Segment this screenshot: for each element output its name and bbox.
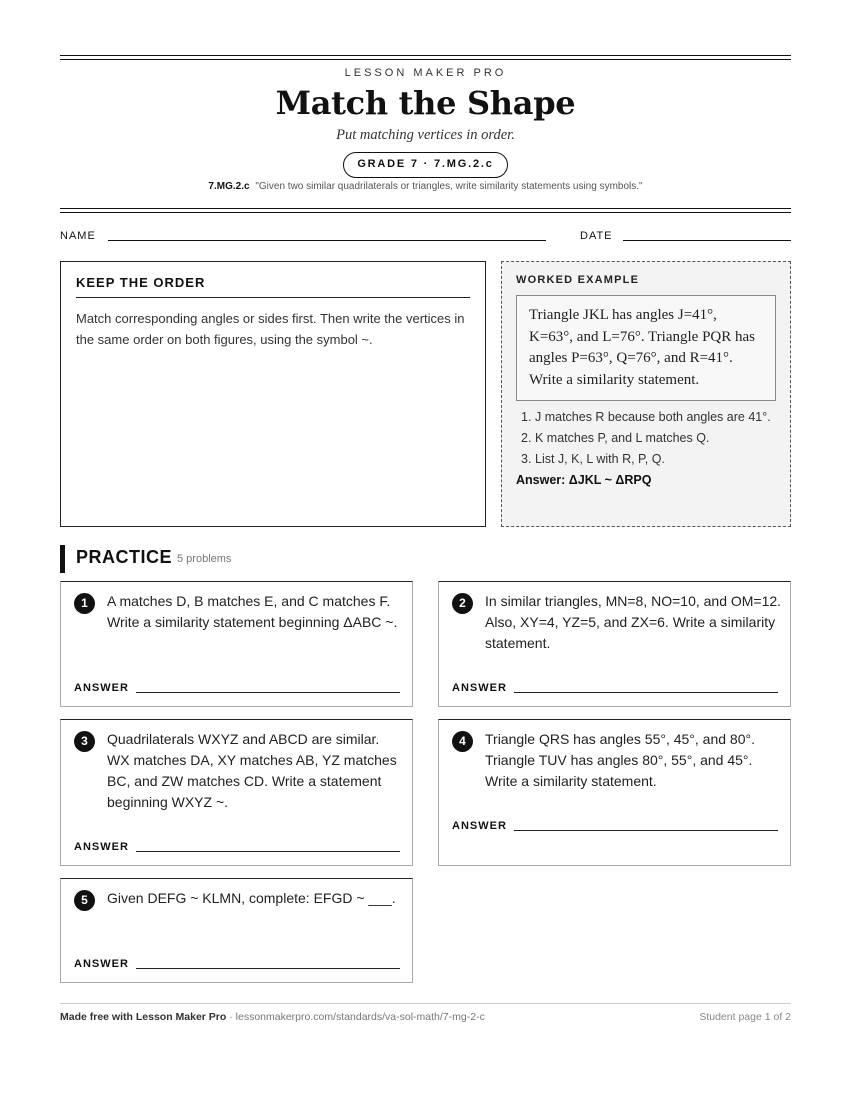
problem-text: Quadrilaterals WXYZ and ABCD are similar. WX matches DA, XY matches AB, YZ matches BC, and ZW matches CD. Write a statement beginning WXYZ ~.	[107, 731, 397, 810]
practice-count: 5 problems	[177, 553, 232, 565]
name-label: NAME	[60, 230, 96, 242]
practice-problem-card	[60, 878, 413, 983]
worked-example-answer: Answer: ΔJKL ~ ΔRPQ	[516, 473, 652, 487]
practice-accent-bar	[60, 545, 65, 573]
keep-the-order-body: Match corresponding angles or sides first. Then write the vertices in the same order on both figures, using the symbol ~.	[76, 311, 465, 347]
worked-step	[516, 449, 776, 469]
footer-rule	[60, 1003, 791, 1004]
footer-credit	[60, 1011, 485, 1023]
top-double-rule	[60, 55, 791, 60]
worked-example-problem: Triangle JKL has angles J=41°, K=63°, and L=76°. Triangle PQR has angles P=63°, Q=76°, and R=41°. Write a similarity statement.	[516, 295, 776, 401]
standard-text: "Given two similar quadrilaterals or triangles, write similarity statements using symbols."	[255, 181, 643, 192]
answer-label: ANSWER	[452, 682, 507, 694]
date-field[interactable]	[623, 240, 791, 241]
answer-field[interactable]	[514, 830, 778, 831]
practice-problem-card	[438, 581, 791, 707]
problem-text: Triangle QRS has angles 55°, 45°, and 80°. Triangle TUV has angles 80°, 55°, and 45°. Write a similarity statement.	[485, 731, 755, 789]
worked-example-panel	[501, 261, 791, 527]
step-text: J matches R because both angles are 41°.	[535, 410, 771, 424]
worked-example-steps	[516, 407, 776, 469]
practice-problem-card	[60, 719, 413, 866]
practice-header	[60, 545, 460, 573]
practice-problem-card	[438, 719, 791, 866]
step-number: 2.	[521, 431, 532, 445]
standard-code: 7.MG.2.c	[208, 181, 250, 192]
standard-description	[60, 181, 791, 192]
name-date-row	[60, 229, 791, 245]
answer-label: ANSWER	[452, 820, 507, 832]
answer-field[interactable]	[136, 968, 400, 969]
answer-field[interactable]	[514, 692, 778, 693]
grade-badge: GRADE 7 · 7.MG.2.c	[343, 152, 507, 178]
brand-name: LESSON MAKER PRO	[344, 67, 507, 79]
footer-page-number: Student page 1 of 2	[699, 1011, 791, 1023]
worked-step	[516, 407, 776, 427]
worksheet-page	[60, 0, 791, 1100]
problem-number-badge: 5	[74, 890, 95, 911]
answer-label: ANSWER	[74, 958, 129, 970]
keep-the-order-panel	[60, 261, 486, 527]
practice-problem-card	[60, 581, 413, 707]
answer-field[interactable]	[136, 851, 400, 852]
footer-url[interactable]: · lessonmakerpro.com/standards/va-sol-math/7-mg-2-c	[226, 1011, 485, 1023]
header-bottom-double-rule	[60, 208, 791, 213]
problem-text: A matches D, B matches E, and C matches F. Write a similarity statement beginning ΔABC ~.	[107, 593, 398, 630]
problem-number-badge: 3	[74, 731, 95, 752]
problem-number-badge: 1	[74, 593, 95, 614]
step-number: 3.	[521, 452, 532, 466]
answer-label: ANSWER	[74, 682, 129, 694]
page-subtitle: Put matching vertices in order.	[336, 127, 515, 143]
step-number: 1.	[521, 410, 532, 424]
problem-text: Given DEFG ~ KLMN, complete: EFGD ~ ___.	[107, 890, 396, 906]
page-title: Match the Shape	[275, 84, 576, 122]
answer-field[interactable]	[136, 692, 400, 693]
problem-number-badge: 4	[452, 731, 473, 752]
footer-made-with: Made free with Lesson Maker Pro	[60, 1011, 227, 1023]
step-text: K matches P, and L matches Q.	[535, 431, 710, 445]
problem-number-badge: 2	[452, 593, 473, 614]
grade-badge-wrap	[60, 152, 791, 178]
step-text: List J, K, L with R, P, Q.	[535, 452, 665, 466]
keep-the-order-title: KEEP THE ORDER	[76, 275, 470, 298]
answer-label: ANSWER	[74, 841, 129, 853]
worked-step	[516, 428, 776, 448]
practice-title: PRACTICE	[76, 547, 173, 567]
date-label: DATE	[580, 230, 613, 242]
name-field[interactable]	[108, 240, 546, 241]
problem-text: In similar triangles, MN=8, NO=10, and OM=12. Also, XY=4, YZ=5, and ZX=6. Write a similarity statement.	[485, 593, 782, 651]
worked-example-title: WORKED EXAMPLE	[516, 274, 640, 286]
